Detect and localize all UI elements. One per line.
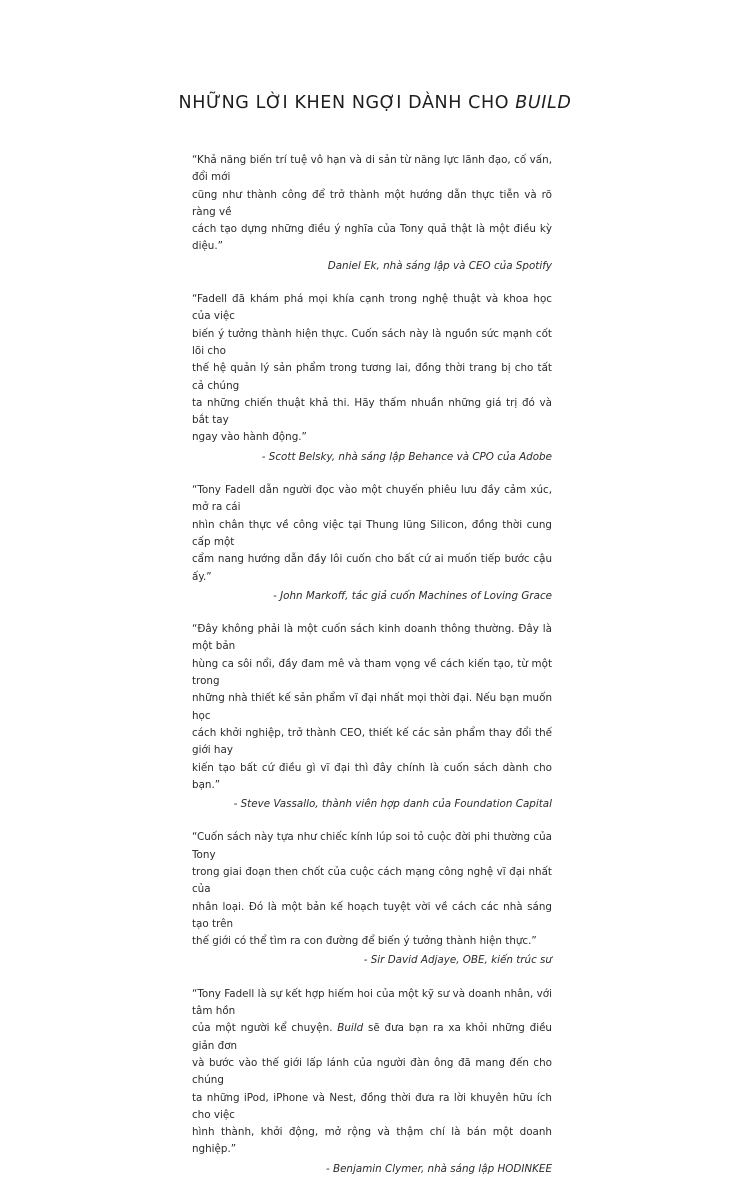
quote-text: “Cuốn sách này tựa như chiếc kính lúp soi tỏ cuộc đời phi thường của Tony trong giai đoạn then chốt của cuộc cách mạng công nghệ vĩ đại nhất của nhân loại. Đó là một bản kế hoạch tuyệt vời về cách các nhà sáng tạo trên thế giới có thể tìm ra con đường để biến ý tưởng thành hiện thực.” <box>192 831 552 948</box>
praise-quote <box>192 152 552 275</box>
quote-text: “Tony Fadell dẫn người đọc vào một chuyến phiêu lưu đầy cảm xúc, mở ra cái nhìn chân thực về công việc tại Thung lũng Silicon, đồng thời cung cấp một cẩm nang hướng dẫn đầy lôi cuốn cho bất cứ ai muốn tiếp bước cậu ấy.” <box>192 484 552 583</box>
quote-attribution: - Benjamin Clymer, nhà sáng lập HODINKEE <box>325 1162 552 1175</box>
praise-quote <box>192 986 552 1178</box>
quote-text <box>192 986 552 1159</box>
quote-attribution: Daniel Ek, nhà sáng lập và CEO của Spotify <box>327 259 552 272</box>
quote-attribution: - John Markoff, tác giả cuốn Machines of Loving Grace <box>273 589 552 602</box>
quote-attribution: - Scott Belsky, nhà sáng lập Behance và CPO của Adobe <box>261 450 552 463</box>
praise-quote <box>192 829 552 969</box>
praise-quote <box>192 482 552 605</box>
praise-quote <box>192 621 552 813</box>
page-title-text: NHỮNG LỜI KHEN NGỢI DÀNH CHO <box>178 93 516 113</box>
praise-quote <box>192 291 552 466</box>
book-title: BUILD <box>515 93 572 113</box>
quote-attribution: - Steve Vassallo, thành viên hợp danh của Foundation Capital <box>233 798 552 811</box>
quote-text: “Fadell đã khám phá mọi khía cạnh trong nghệ thuật và khoa học của việc biến ý tưởng thành hiện thực. Cuốn sách này là nguồn sức mạnh cốt lõi cho thế hệ quản lý sản phẩm trong tương lai, đồng thời trang bị cho tất cả chúng ta những chiến thuật khả thi. Hãy thấm nhuần những giá trị đó và bắt tay ngay vào hành động.” <box>192 293 552 444</box>
quote-text-part: “Tony Fadell là sự kết hợp hiếm hoi của một kỹ sư và doanh nhân, với tâm hồn của một người kể chuyện. <box>192 987 552 1035</box>
quote-text-part: sẽ đưa bạn ra xa khỏi những điều giản đơn và bước vào thế giới lấp lánh của người đàn ông đã mang đến cho chúng ta những iPod, iPhone và Nest, đồng thời đưa ra lời khuyên hữu ích cho việc hình thành, khởi động, mở rộng và thậm chí là bán một doanh nghiệp.” <box>192 1022 552 1156</box>
quote-text: “Đây không phải là một cuốn sách kinh doanh thông thường. Đây là một bản hùng ca sôi nổi, đầy đam mê và tham vọng về cách kiến tạo, từ một trong những nhà thiết kế sản phẩm vĩ đại nhất mọi thời đại. Nếu bạn muốn học cách khởi nghiệp, trở thành CEO, thiết kế các sản phẩm thay đổi thế giới hay kiến tạo bất cứ điều gì vĩ đại thì đây chính là cuốn sách dành cho bạn.” <box>192 623 552 791</box>
quote-book-title: Build <box>337 1022 364 1035</box>
page-title <box>0 93 750 113</box>
praise-list <box>192 152 552 1194</box>
quote-text: “Khả năng biến trí tuệ vô hạn và di sản từ năng lực lãnh đạo, cố vấn, đổi mới cũng như thành công để trở thành một hướng dẫn thực tiễn và rõ ràng về cách tạo dựng những điều ý nghĩa của Tony quả thật là một điều kỳ diệu.” <box>192 154 552 253</box>
quote-attribution: - Sir David Adjaye, OBE, kiến trúc sư <box>363 954 552 967</box>
